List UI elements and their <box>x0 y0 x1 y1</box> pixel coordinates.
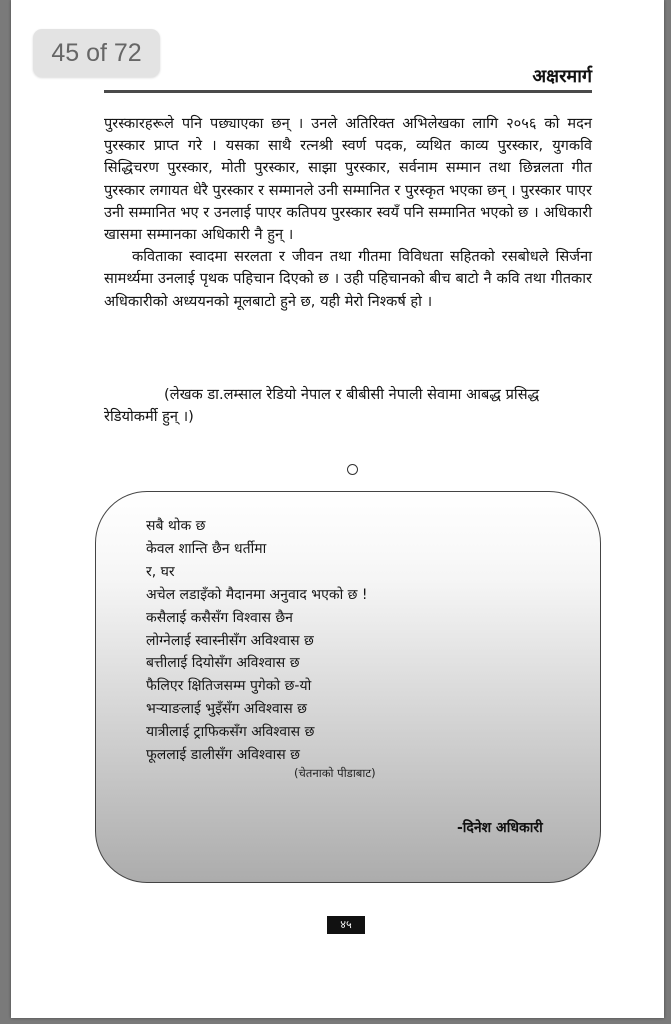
running-header-title: अक्षरमार्ग <box>532 66 592 87</box>
poem-line: कसैलाई कसैसँग विश्वास छैन <box>146 609 293 626</box>
poem-line: फैलिएर क्षितिजसम्म पुगेको छ-यो <box>146 678 312 695</box>
article-paragraph: पुरस्कारहरूले पनि पछ्याएका छन् । उनले अतिरिक्त अभिलेखका लागि २०५६ को मदन पुरस्कार प्राप्त गरे । यसका साथै रत्नश्री स्वर्ण पदक, व्यथित काव्य पुरस्कार, युगकवि सिद्धिचरण पुरस्कार, मोती पुरस्कार, साझा पुरस्कार, सर्वनाम सम्मान तथा छिन्नलता गीत पुरस्कार लगायत धेरै पुरस्कार र सम्मानले उनी सम्मानित र पुरस्कृत भएका छन् । पुरस्कार पाएर उनी सम्मानित भए र उनलाई पाएर कतिपय पुरस्कार स्वयँ पनि सम्मानित भएको छ । अधिकारी खासमा सम्मानका अधिकारी नै हुन् । <box>104 115 592 244</box>
poem-line: सबै थोक छ <box>146 518 206 534</box>
page-number: ४५ <box>327 916 365 934</box>
article-paragraph: कविताका स्वादमा सरलता र जीवन तथा गीतमा विविधता सहितको रसबोधले सिर्जना सामर्थ्यमा उनलाई पृथक पहिचान दिएको छ । उही पहिचानको बीच बाटो नै कवि तथा गीतकार अधिकारीको अध्ययनको मूलबाटो हुने छ, यही मेरो निश्कर्ष हो । <box>104 248 592 310</box>
poem-line: अचेल लडाइँको मैदानमा अनुवाद भएको छ ! <box>146 586 368 603</box>
poem-line: यात्रीलाई ट्राफिकसँग अविश्वास छ <box>146 724 315 741</box>
page-counter-badge: 45 of 72 <box>33 29 160 77</box>
poem-line: बत्तीलाई दियोसँग अविश्वास छ <box>146 655 300 672</box>
poem-line: र, घर <box>146 563 175 580</box>
poem-source: (चेतनाको पीडाबाट) <box>294 766 376 780</box>
poem-line: भऱ्याङलाई भुइँसँग अविश्वास छ <box>146 701 307 718</box>
poem-line: केवल शान्ति छैन धर्तीमा <box>146 540 267 557</box>
poem-line: फूललाई डालीसँग अविश्वास छ <box>146 747 300 764</box>
header-rule <box>104 90 592 93</box>
poem-lines <box>146 515 368 767</box>
poem-line: लोग्नेलाई स्वास्नीसँग अविश्वास छ <box>146 632 314 649</box>
article-body <box>104 113 592 313</box>
section-divider-circle <box>347 464 358 475</box>
author-note: (लेखक डा.लम्साल रेडियो नेपाल र बीबीसी नेपाली सेवामा आबद्ध प्रसिद्ध रेडियोकर्मी हुन् ।) <box>104 386 540 426</box>
poem-author: -दिनेश अधिकारी <box>457 820 543 836</box>
